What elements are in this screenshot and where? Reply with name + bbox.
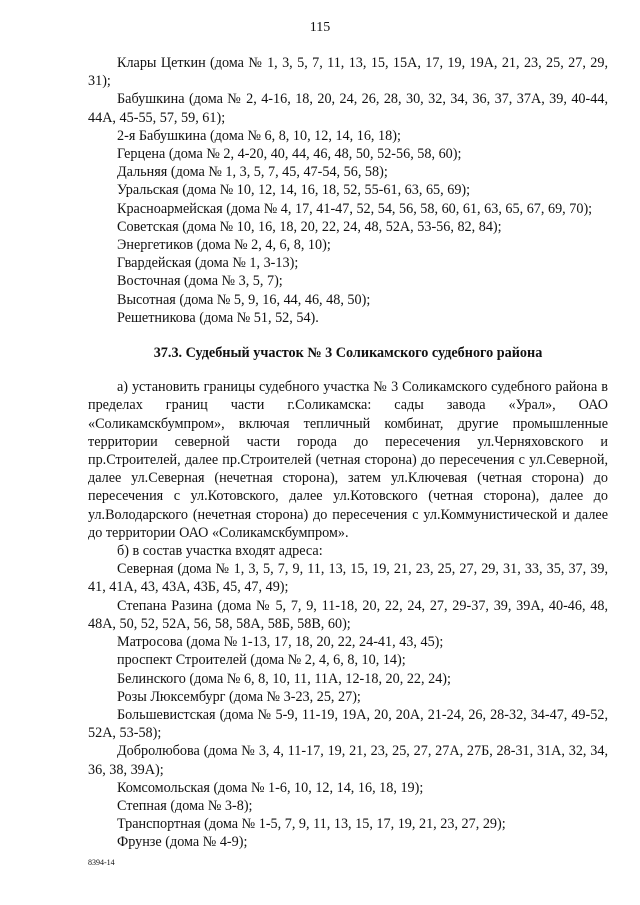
list-item: Бабушкина (дома № 2, 4-16, 18, 20, 24, 26, 28, 30, 32, 34, 36, 37, 37А, 39, 40-44, 44А, 45-55, 57, 59, 61); (88, 91, 608, 126)
list-item: Клары Цеткин (дома № 1, 3, 5, 7, 11, 13, 15, 15А, 17, 19, 19А, 21, 23, 25, 27, 29, 31); (88, 55, 608, 90)
list-item: Высотная (дома № 5, 9, 16, 44, 46, 48, 50); (117, 291, 371, 308)
street-list-bottom (88, 560, 608, 851)
document-body (88, 54, 608, 852)
list-item: Решетникова (дома № 51, 52, 54). (117, 309, 319, 326)
list-item: 2-я Бабушкина (дома № 6, 8, 10, 12, 14, 16, 18); (117, 127, 401, 144)
list-item: Энергетиков (дома № 2, 4, 6, 8, 10); (117, 237, 331, 254)
list-item: Восточная (дома № 3, 5, 7); (117, 273, 283, 290)
list-item: Герцена (дома № 2, 4-20, 40, 44, 46, 48, 50, 52-56, 58, 60); (117, 146, 462, 163)
list-item: Степана Разина (дома № 5, 7, 9, 11-18, 20, 22, 24, 27, 29-37, 39, 39А, 40-46, 48, 48А, 50, 52, 52А, 56, 58, 58А, 58Б, 58В, 60); (88, 597, 608, 632)
list-item: Красноармейская (дома № 4, 17, 41-47, 52, 54, 56, 58, 60, 61, 63, 65, 67, 69, 70); (117, 200, 593, 217)
paragraph-addresses-intro: б) в состав участка входят адреса: (117, 543, 323, 560)
list-item: Степная (дома № 3-8); (117, 797, 253, 814)
list-item: Матросова (дома № 1-13, 17, 18, 20, 22, 24-41, 43, 45); (117, 634, 444, 651)
list-item: Комсомольская (дома № 1-6, 10, 12, 14, 16, 18, 19); (117, 779, 424, 796)
list-item: проспект Строителей (дома № 2, 4, 6, 8, 10, 14); (117, 652, 406, 669)
list-item: Северная (дома № 1, 3, 5, 7, 9, 11, 13, 15, 19, 21, 23, 25, 27, 29, 31, 33, 35, 37, 39, 41, 41А, 43, 43А, 43Б, 45, 47, 49); (88, 561, 608, 596)
page-number: 115 (309, 20, 331, 35)
section-heading: 37.3. Судебный участок № 3 Соликамского судебного района (153, 345, 543, 362)
list-item: Добролюбова (дома № 3, 4, 11-17, 19, 21, 23, 25, 27, 27А, 27Б, 28-31, 31А, 32, 34, 36, 38, 39А); (88, 743, 608, 778)
street-list-top (88, 54, 608, 327)
list-item: Дальняя (дома № 1, 3, 5, 7, 45, 47-54, 56, 58); (117, 164, 388, 181)
list-item: Фрунзе (дома № 4-9); (117, 834, 248, 851)
list-item: Советская (дома № 10, 16, 18, 20, 22, 24, 48, 52А, 53-56, 82, 84); (117, 218, 502, 235)
list-item: Розы Люксембург (дома № 3-23, 25, 27); (117, 688, 361, 705)
footer-code: 8394-14 (88, 858, 115, 867)
paragraph-boundaries: а) установить границы судебного участка № 3 Соликамского судебного района в пределах границ части г.Соликамска: сады завода «Урал», ОАО «Соликамскбумпром», включая тепличный комбинат, другие промышленные территории северной части города до пересечения ул.Черняховского и пр.Строителей, далее пр.Строителей (четная сторона) до пересечения с ул.Северной, далее ул.Северная (нечетная сторона), затем ул.Ключевая (четная сторона) до пересечения с ул.Котовского, далее ул.Котовского (четная сторона), далее до ул.Володарского (нечетная сторона) до пересечения с ул.Коммунистической и далее до территории ОАО «Соликамскбумпром». (88, 379, 608, 541)
list-item: Уральская (дома № 10, 12, 14, 16, 18, 52, 55-61, 63, 65, 69); (117, 182, 471, 199)
list-item: Транспортная (дома № 1-5, 7, 9, 11, 13, 15, 17, 19, 21, 23, 27, 29); (117, 816, 506, 833)
list-item: Гвардейская (дома № 1, 3-13); (117, 255, 299, 272)
list-item: Белинского (дома № 6, 8, 10, 11, 11А, 12-18, 20, 22, 24); (117, 670, 451, 687)
list-item: Большевистская (дома № 5-9, 11-19, 19А, 20, 20А, 21-24, 26, 28-32, 34-47, 49-52, 52А, 53-58); (88, 706, 608, 742)
